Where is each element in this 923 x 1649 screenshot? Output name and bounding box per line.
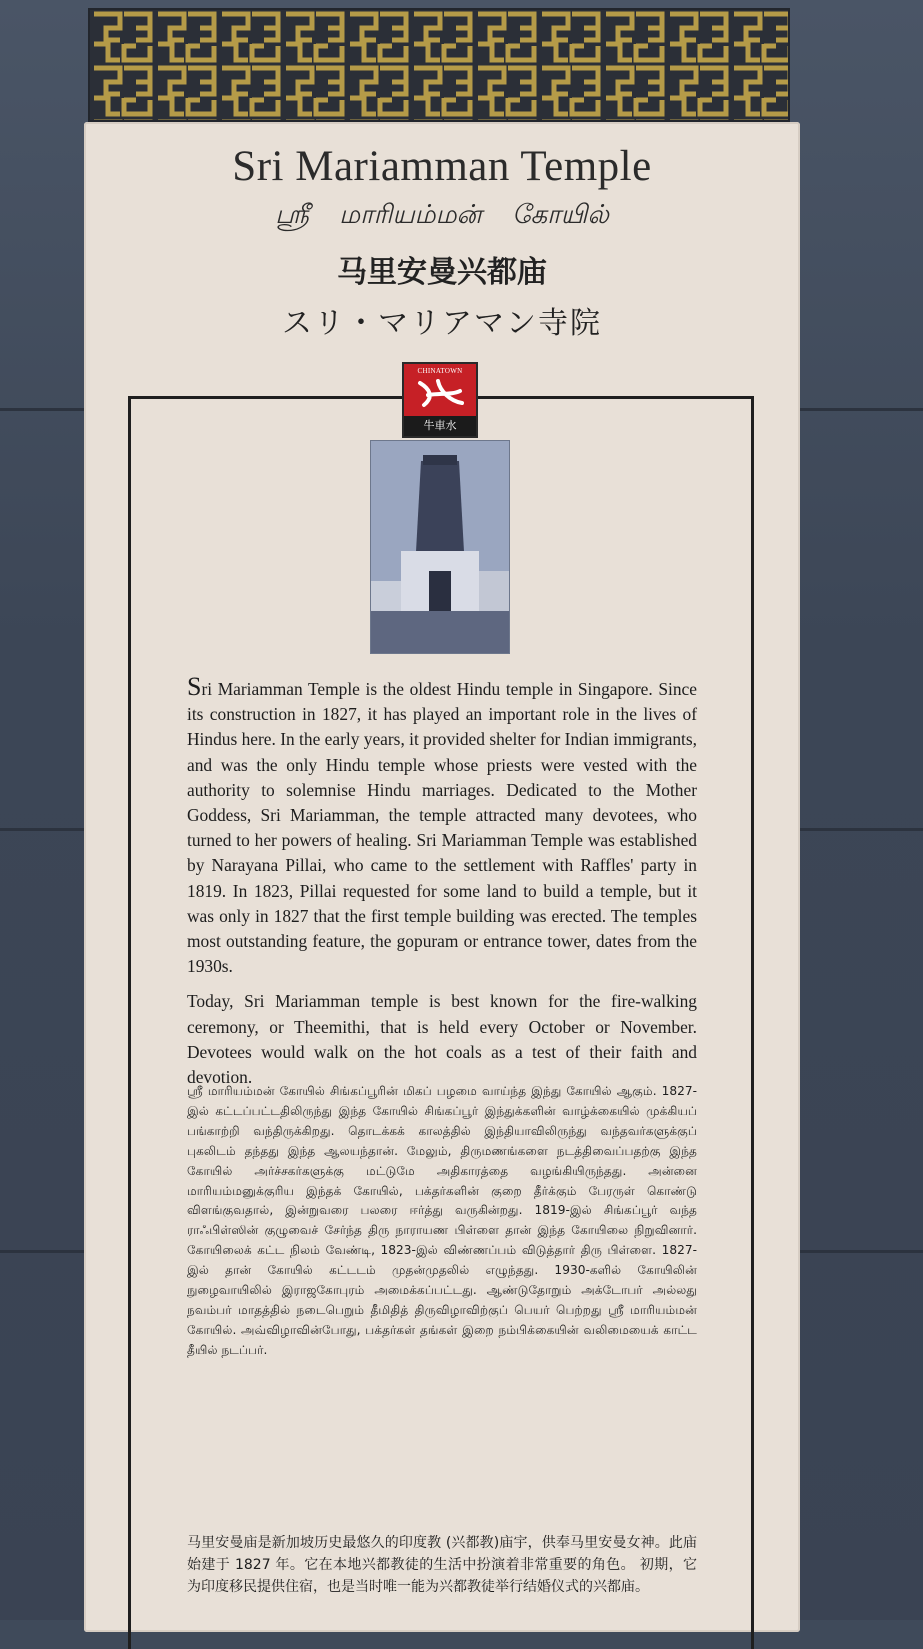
lattice-pattern <box>90 10 788 120</box>
tamil-description: ஸ்ரீ மாரியம்மன் கோயில் சிங்கப்பூரின் மிகப் பழமை வாய்ந்த இந்து கோயில் ஆகும். 1827-இல் கட்டப்பட்டதிலிருந்து இந்த கோயில் சிங்கப்பூர் இந்துக்களின் வாழ்க்கையில் முக்கியப் பங்காற்றி வந்திருக்கிறது. தொடக்கக் காலத்தில் இந்தியாவிலிருந்து வந்தவர்களுக்குப் புகலிடம் தந்தது இந்த ஆலயந்தான். மேலும், திருமணங்களை நடத்திவைப்பதற்கு இந்த கோயில் அர்ச்சகர்களுக்கு மட்டுமே அதிகாரத்தை வழங்கியிருந்தது. அன்னை மாரியம்மனுக்குரிய இந்தக் கோயில், பக்தர்களின் குறை தீர்க்கும் பேரருள் கொண்டு விளங்குவதால், இன்றுவரை பலரை ஈர்த்து வருகின்றது. 1819-இல் சிங்கப்பூர் வந்த ராஃபிள்ஸின் குழுவைச் சேர்ந்த திரு நாராயண பிள்ளை தான் இந்த கோயிலை நிறுவினார். கோயிலைக் கட்ட நிலம் வேண்டி, 1823-இல் விண்ணப்பம் விடுத்தார் திரு பிள்ளை. 1827-இல் தான் கோயில் கட்டடம் முதன்முதலில் எழுந்தது. 1930-களில் கோயிலின் நுழைவாயிலில் இராஜகோபுரம் அமைக்கப்பட்டது. ஆண்டுதோறும் அக்டோபர் அல்லது நவம்பர் மாதத்தில் நடைபெறும் தீமிதித் திருவிழாவிற்குப் பெயர் பெற்றது ஸ்ரீ மாரியம்மன் கோயில். அவ்விழாவின்போது, பக்தர்கள் தங்கள் இறை நம்பிக்கையின் வலிமையைக் காட்ட தீயில் நடப்பர். <box>187 1084 697 1357</box>
paragraph-history <box>187 674 697 979</box>
logo-top-text: CHINATOWN <box>417 367 463 375</box>
title-chinese: 马里安曼兴都庙 <box>337 255 547 290</box>
decorative-lattice <box>88 8 790 122</box>
english-description <box>187 674 697 1100</box>
title-tamil: ஸ்ரீ மாரியம்மன் கோயில் <box>275 200 609 230</box>
logo-mark <box>410 375 470 409</box>
title-japanese: スリ・マリアマン寺院 <box>282 306 602 341</box>
temple-photo <box>370 440 510 654</box>
information-plaque <box>84 122 800 1632</box>
logo-bottom-text: 牛車水 <box>404 416 476 436</box>
title-english: Sri Mariamman Temple <box>232 143 652 190</box>
gopuram-image <box>371 441 509 653</box>
drop-cap: S <box>187 672 202 701</box>
paragraph-festival: Today, Sri Mariamman temple is best known for the fire-walking ceremony, or Theemithi, that is held every October or November. Devotees would walk on the hot coals as a test of their faith and devotion. <box>187 991 697 1088</box>
chinatown-logo <box>402 362 478 438</box>
paragraph-history-text: ri Mariamman Temple is the oldest Hindu temple in Singapore. Since its construction in 1827, it has played an important role in the lives of Hindus here. In the early years, it provided shelter for Indian immigrants, and was the only Hindu temple whose priests were vested with the authority to solemnise Hindu marriages. Dedicated to the Mother Goddess, Sri Mariamman, the temple attracted many devotees, who turned to her powers of healing. Sri Mariamman Temple was established by Narayana Pillai, who came to the settlement with Raffles' party in 1819. In 1823, Pillai requested for some land to build a temple, but it was only in 1827 that the first temple building was erected. The temples most outstanding feature, the gopuram or entrance tower, dates from the 1930s. <box>187 679 697 977</box>
chinese-description: 马里安曼庙是新加坡历史最悠久的印度教 (兴都教)庙宇，供奉马里安曼女神。此庙始建于 1827 年。它在本地兴都教徒的生活中扮演着非常重要的角色。 初期，它为印度移民提供住宿，也是当时唯一能为兴都教徒举行结婚仪式的兴都庙。 <box>187 1535 697 1595</box>
